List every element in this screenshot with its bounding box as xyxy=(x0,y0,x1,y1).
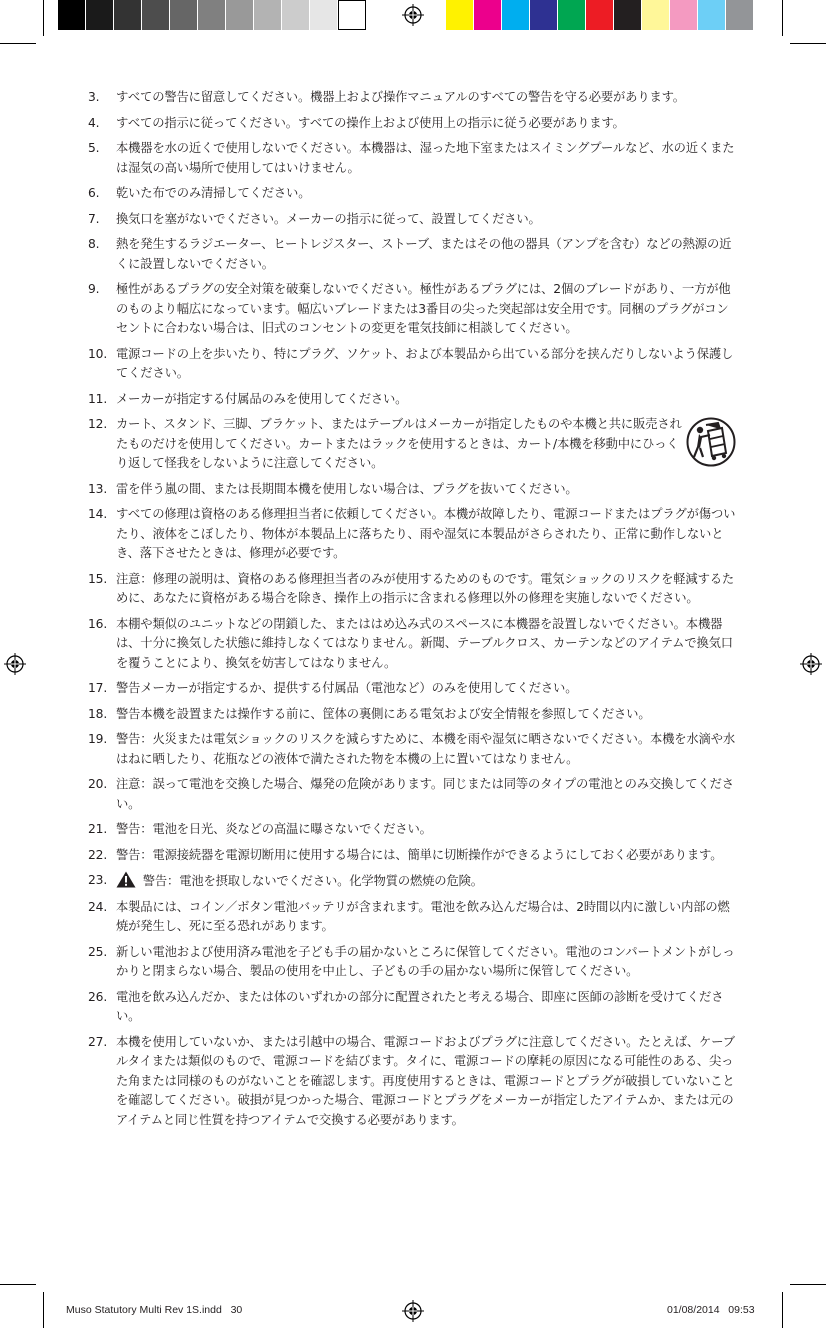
grayscale-swatch xyxy=(310,0,338,30)
item-text-container xyxy=(116,820,736,840)
item-text: すべての修理は資格のある修理担当者に依頼してください。本機が故障したり、電源コードまたはプラグが傷ついたり、液体をこぼしたり、物体が本製品上に落ちたり、雨や湿気に本製品がさらされたり、正常に動作しないとき、落下させたときは、修理が必要です。 xyxy=(116,507,736,560)
item-number: 17. xyxy=(88,681,108,695)
grayscale-color-bar xyxy=(58,0,366,30)
item-text-container xyxy=(116,943,736,982)
list-item xyxy=(88,705,736,725)
item-text-container xyxy=(116,390,736,410)
item-text-container xyxy=(116,88,736,108)
crop-mark xyxy=(782,1292,783,1328)
item-number: 19. xyxy=(88,732,108,746)
item-number: 24. xyxy=(88,899,108,914)
item-number: 10. xyxy=(88,346,108,361)
process-color-swatch xyxy=(642,0,670,30)
item-text-container xyxy=(116,345,736,384)
process-color-swatch xyxy=(670,0,698,30)
item-text: すべての指示に従ってください。すべての操作上および使用上の指示に従う必要があります。 xyxy=(116,115,625,130)
item-text-container xyxy=(116,210,736,230)
item-text: 熱を発生するラジエーター、ヒートレジスター、ストーブ、またはその他の器具（アンプを含む）などの熱源の近くに設置しないでください。 xyxy=(116,237,732,271)
list-item xyxy=(88,505,736,564)
item-text: 注意：誤って電池を交換した場合、爆発の危険があります。同じまたは同等のタイプの電池とのみ交換してください。 xyxy=(116,777,734,811)
grayscale-swatch xyxy=(114,0,142,30)
item-text-container xyxy=(116,505,736,564)
list-item xyxy=(88,345,736,384)
item-text: 雷を伴う嵐の間、または長期間本機を使用しない場合は、プラグを抜いてください。 xyxy=(116,481,578,496)
item-text-container xyxy=(116,184,736,204)
grayscale-swatch xyxy=(142,0,170,30)
crop-mark xyxy=(0,1284,36,1285)
safety-instructions-list xyxy=(88,88,736,1136)
list-item xyxy=(88,846,736,866)
item-number: 7. xyxy=(88,211,100,226)
item-text: 本製品には、コイン／ボタン電池バッテリが含まれます。電池を飲み込んだ場合は、2時間以内に激しい内部の燃焼が発生し、死に至る恐れがあります。 xyxy=(116,899,730,933)
crop-mark xyxy=(43,0,44,36)
list-item xyxy=(88,390,736,410)
item-text-container xyxy=(116,114,736,134)
crop-mark xyxy=(43,1292,44,1328)
list-item xyxy=(88,730,736,769)
item-number: 23. xyxy=(88,873,108,887)
item-number: 4. xyxy=(88,115,100,130)
item-text: 本棚や類似のユニットなどの閉鎖した、またははめ込み式のスペースに本機器を設置しないでください。本機器は、十分に換気した状態に維持しなくてはなりません。新聞、テーブルクロス、カーテンなどのアイテムで換気口を覆うことにより、換気を妨害してはなりません。 xyxy=(116,616,733,670)
item-text: 乾いた布でのみ清掃してください。 xyxy=(116,186,311,200)
list-item xyxy=(88,820,736,840)
item-text-container xyxy=(116,570,736,609)
crop-mark xyxy=(782,0,783,36)
list-item xyxy=(88,139,736,178)
grayscale-swatch xyxy=(86,0,114,30)
grayscale-swatch xyxy=(58,0,86,30)
list-item xyxy=(88,114,736,134)
item-text: 新しい電池および使用済み電池を子ども手の届かないところに保管してください。電池のコンパートメントがしっかりと閉まらない場合、製品の使用を中止し、子どもの手の届かない場所に保管してください。 xyxy=(116,944,735,978)
grayscale-swatch xyxy=(226,0,254,30)
item-text-container xyxy=(116,415,682,474)
item-number: 18. xyxy=(88,706,108,721)
item-number: 21. xyxy=(88,822,108,836)
item-text: 警告本機を設置または操作する前に、筐体の裏側にある電気および安全情報を参照してください。 xyxy=(116,706,651,721)
crop-mark xyxy=(790,43,826,44)
process-color-swatch xyxy=(698,0,726,30)
item-text: 警告：電池を摂取しないでください。化学物質の燃焼の危険。 xyxy=(142,874,483,888)
slug-file-info: Muso Statutory Multi Rev 1S.indd 30 xyxy=(66,1304,243,1316)
item-text: 換気口を塞がないでください。メーカーの指示に従って、設置してください。 xyxy=(116,211,541,226)
process-color-swatch xyxy=(586,0,614,30)
item-text: 注意：修理の説明は、資格のある修理担当者のみが使用するためのものです。電気ショックのリスクを軽減するために、あなたに資格がある場合を除き、操作上の指示に含まれる修理以外の修理を実施しないでください。 xyxy=(116,571,735,605)
item-text-container xyxy=(116,235,736,274)
grayscale-swatch xyxy=(338,0,366,30)
list-item xyxy=(88,679,736,699)
process-color-swatch xyxy=(726,0,754,30)
item-text-container xyxy=(116,775,736,814)
crop-mark xyxy=(790,1284,826,1285)
item-number: 14. xyxy=(88,507,108,521)
item-number: 27. xyxy=(88,1034,108,1049)
item-number: 8. xyxy=(88,237,100,251)
item-text-container xyxy=(116,280,736,339)
grayscale-swatch xyxy=(198,0,226,30)
warning-triangle-icon xyxy=(116,871,136,888)
item-text: 電池を飲み込んだか、または体のいずれかの部分に配置されたと考える場合、即座に医師の診断を受けてください。 xyxy=(116,989,724,1023)
registration-mark-icon xyxy=(402,1300,424,1322)
item-number: 25. xyxy=(88,944,108,959)
item-text: 警告：電源接続器を電源切断用に使用する場合には、簡単に切断操作ができるようにしておく必要があります。 xyxy=(116,847,723,862)
list-item xyxy=(88,235,736,274)
list-item xyxy=(88,184,736,204)
item-number: 26. xyxy=(88,989,108,1004)
item-text-container xyxy=(116,846,736,866)
item-text: すべての警告に留意してください。機器上および操作マニュアルのすべての警告を守る必要があります。 xyxy=(116,90,685,104)
item-number: 15. xyxy=(88,571,108,586)
grayscale-swatch xyxy=(282,0,310,30)
list-item xyxy=(88,988,736,1027)
process-color-swatch xyxy=(558,0,586,30)
item-number: 3. xyxy=(88,90,100,104)
list-item xyxy=(88,210,736,230)
item-number: 13. xyxy=(88,481,108,496)
item-text: カート、スタンド、三脚、ブラケット、またはテーブルはメーカーが指定したものや本機と共に販売されたものだけを使用してください。カートまたはラックを使用するときは、カート/本機を移動中にひっくり返して怪我をしないように注意してください。 xyxy=(116,417,682,470)
list-item xyxy=(88,88,736,108)
item-text: メーカーが指定する付属品のみを使用してください。 xyxy=(116,391,408,406)
list-item xyxy=(88,871,736,892)
item-text: 極性があるプラグの安全対策を破棄しないでください。極性があるプラグには、2個のブレードがあり、一方が他のものより幅広になっています。幅広いブレードまたは3番目の尖った突起部は安全用です。同梱のプラグがコンセントに合わない場合は、旧式のコンセントの変更を電気技師に相談してください。 xyxy=(116,282,731,335)
item-text-container xyxy=(116,871,736,892)
list-item xyxy=(88,943,736,982)
process-color-bar xyxy=(446,0,754,30)
item-number: 16. xyxy=(88,616,108,631)
item-text-container xyxy=(116,139,736,178)
item-text-container xyxy=(116,705,736,725)
slug-date-time: 01/08/2014 09:53 xyxy=(667,1304,755,1316)
process-color-swatch xyxy=(502,0,530,30)
item-text-container xyxy=(116,1033,736,1131)
item-text-container xyxy=(116,480,736,500)
item-text: 電源コードの上を歩いたり、特にプラグ、ソケット、および本製品から出ている部分を挟んだりしないよう保護してください。 xyxy=(116,346,734,380)
item-text-container xyxy=(116,615,736,674)
item-text: 警告メーカーが指定するか、提供する付属品（電池など）のみを使用してください。 xyxy=(116,681,578,695)
item-text-container xyxy=(116,730,736,769)
list-item xyxy=(88,280,736,339)
registration-mark-icon xyxy=(402,4,424,26)
item-number: 9. xyxy=(88,282,100,296)
item-text: 警告：火災または電気ショックのリスクを減らすために、本機を雨や湿気に晒さないでください。本機を水滴や水はねに晒したり、花瓶などの液体で満たされた物を本機の上に置いてはなりません。 xyxy=(116,732,736,766)
item-text-container xyxy=(116,988,736,1027)
item-number: 20. xyxy=(88,777,108,791)
process-color-swatch xyxy=(474,0,502,30)
grayscale-swatch xyxy=(170,0,198,30)
item-number: 22. xyxy=(88,847,108,862)
list-item xyxy=(88,775,736,814)
list-item xyxy=(88,570,736,609)
list-item xyxy=(88,415,736,474)
item-text-container xyxy=(116,898,736,937)
item-number: 6. xyxy=(88,186,100,200)
process-color-swatch xyxy=(446,0,474,30)
item-number: 12. xyxy=(88,417,108,431)
list-item xyxy=(88,480,736,500)
list-item xyxy=(88,1033,736,1131)
item-text: 本機器を水の近くで使用しないでください。本機器は、湿った地下室またはスイミングプールなど、水の近くまたは湿気の高い場所で使用してはいけません。 xyxy=(116,141,735,175)
process-color-swatch xyxy=(530,0,558,30)
item-text: 警告：電池を日光、炎などの高温に曝さないでください。 xyxy=(116,822,432,836)
list-item xyxy=(88,615,736,674)
process-color-swatch xyxy=(614,0,642,30)
item-number: 5. xyxy=(88,141,100,155)
cart-tip-over-warning-icon xyxy=(686,417,736,467)
registration-mark-icon xyxy=(4,653,26,675)
crop-mark xyxy=(0,43,36,44)
grayscale-swatch xyxy=(254,0,282,30)
registration-mark-icon xyxy=(800,653,822,675)
list-item xyxy=(88,898,736,937)
item-number: 11. xyxy=(88,391,108,406)
item-text: 本機を使用していないか、または引越中の場合、電源コードおよびプラグに注意してください。たとえば、ケーブルタイまたは類似のもので、電源コードを結びます。タイに、電源コードの摩耗の原因になる可能性のある、尖った角または同様のものがないことを確認します。再度使用するときは、電源コードとプラグが破損していないことを確認してください。破損が見つかった場合、電源コードとプラグをメーカーが指定したアイテムか、または元のアイテムと同じ性質を持つアイテムで交換する必要があります。 xyxy=(116,1034,735,1127)
item-text-container xyxy=(116,679,736,699)
